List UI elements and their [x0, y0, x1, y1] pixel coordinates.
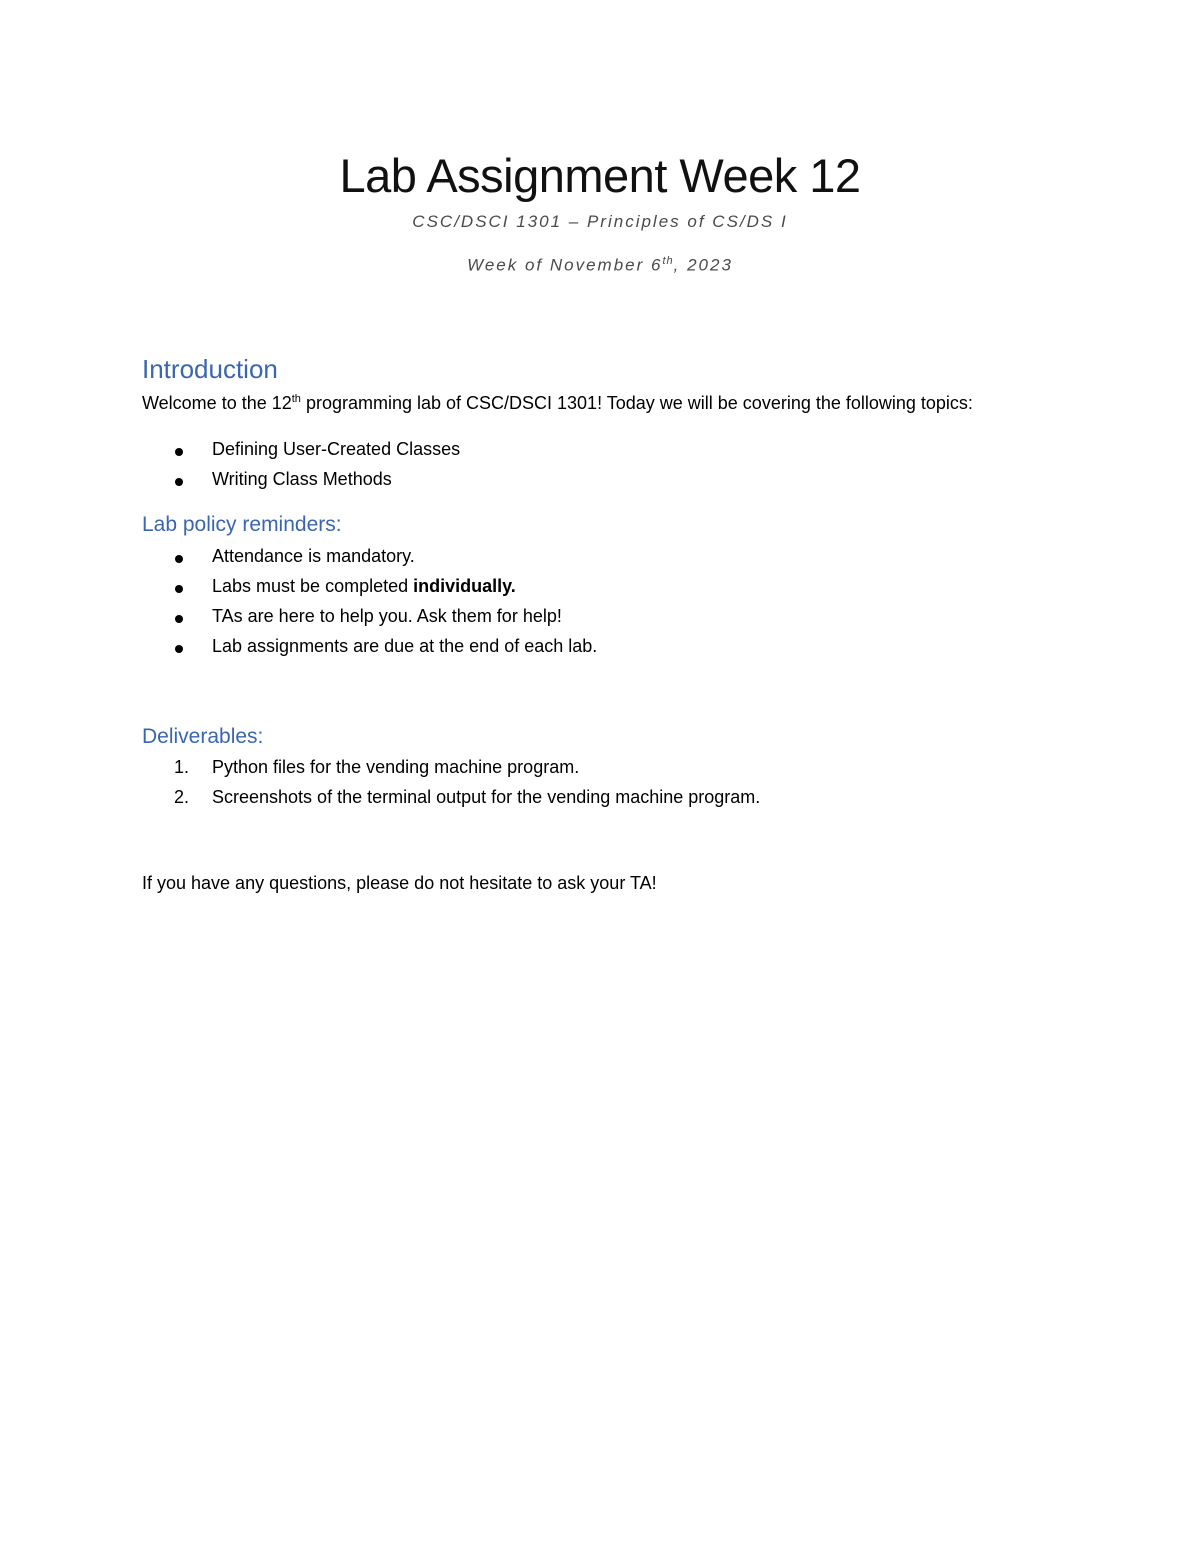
closing-paragraph: If you have any questions, please do not hesitate to ask your TA! [142, 873, 657, 893]
welcome-paragraph [142, 393, 973, 414]
bullet-icon [175, 615, 183, 623]
policy-text: Attendance is mandatory. [212, 546, 415, 566]
bullet-icon [175, 555, 183, 563]
week-suffix: , 2023 [673, 255, 733, 275]
introduction-heading: Introduction [142, 354, 278, 384]
welcome-text-end: programming lab of CSC/DSCI 1301! Today we will be covering the following topics: [300, 393, 973, 413]
bullet-icon [175, 645, 183, 653]
week-prefix: Week of November 6 [467, 255, 663, 275]
bullet-icon [175, 478, 183, 486]
deliverable-text: Screenshots of the terminal output for the vending machine program. [212, 787, 761, 807]
topic-text: Defining User-Created Classes [212, 439, 461, 459]
welcome-text-start: Welcome to the 12 [142, 393, 292, 413]
deliverable-text: Python files for the vending machine program. [212, 757, 580, 777]
policy-text: TAs are here to help you. Ask them for help! [212, 606, 562, 626]
policy-text-bold: individually. [413, 576, 516, 596]
deliverables-heading: Deliverables: [142, 725, 264, 748]
policy-text: Lab assignments are due at the end of each lab. [212, 636, 598, 656]
bullet-icon [175, 585, 183, 593]
week-subtitle [0, 255, 1200, 276]
policy-text [212, 576, 516, 597]
bullet-icon [175, 448, 183, 456]
list-number: 1. [174, 757, 190, 777]
policy-text-plain: Labs must be completed [212, 576, 414, 596]
welcome-ordinal-sup: th [291, 393, 301, 405]
week-ordinal-sup: th [662, 255, 674, 267]
course-subtitle: CSC/DSCI 1301 – Principles of CS/DS I [412, 212, 788, 231]
topic-text: Writing Class Methods [212, 469, 392, 489]
list-number: 2. [174, 787, 190, 807]
policy-heading: Lab policy reminders: [142, 513, 342, 536]
document-title: Lab Assignment Week 12 [339, 149, 861, 202]
